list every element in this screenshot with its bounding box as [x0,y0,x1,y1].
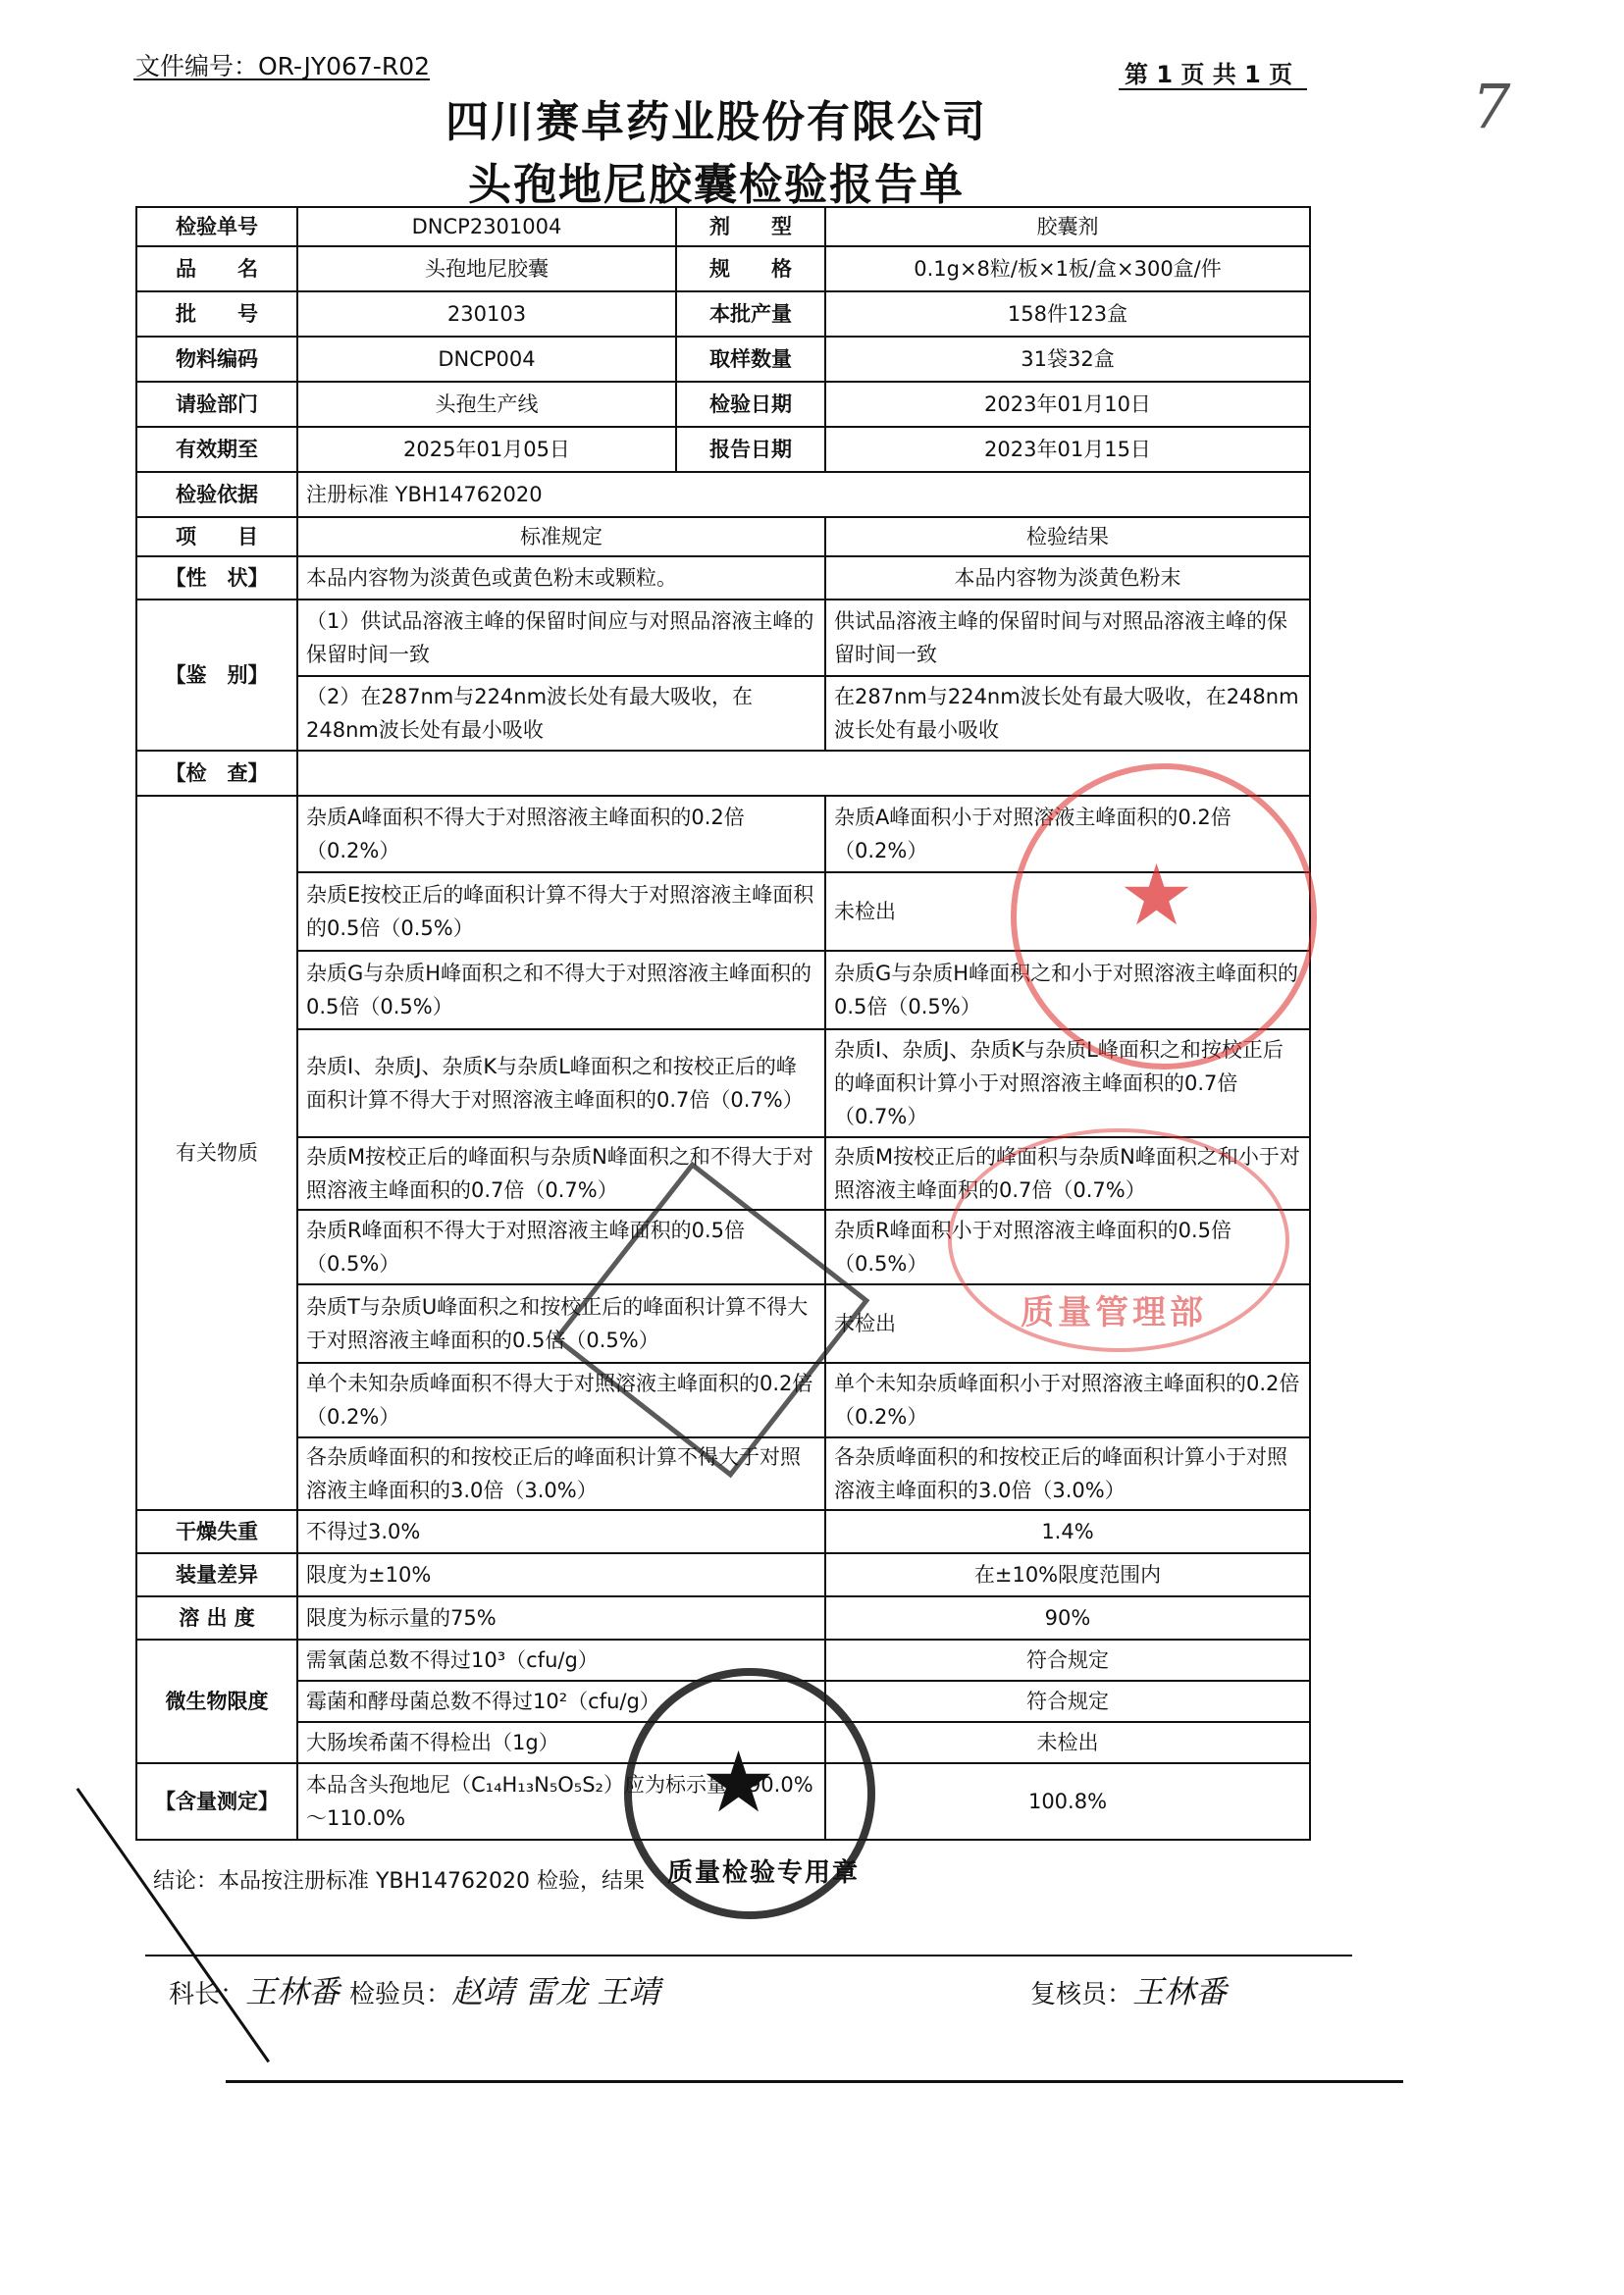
reviewer-name: 王林番 [1132,1973,1228,2010]
table-row [136,337,1310,382]
microbial-result: 符合规定 [825,1640,1310,1681]
dosage-value: 胶囊剂 [825,207,1310,246]
drying-standard: 不得过3.0% [297,1510,825,1553]
microbial-label: 微生物限度 [136,1640,297,1763]
inspector-names: 赵靖 雷龙 王靖 [451,1973,660,2010]
inspection-label: 【检 查】 [136,751,297,796]
black-star-icon: ★ [701,1734,777,1832]
microbial-result: 未检出 [825,1722,1310,1763]
table-row [136,291,1310,337]
related-result: 杂质A峰面积小于对照溶液主峰面积的0.2倍（0.2%） [825,796,1310,872]
table-row [136,382,1310,427]
table-row [136,1029,1310,1137]
signature-divider [145,1955,1352,1956]
reviewer-label: 复核员： [1030,1980,1133,2009]
fill-variation-result: 在±10%限度范围内 [825,1553,1310,1596]
related-standard: 杂质R峰面积不得大于对照溶液主峰面积的0.5倍（0.5%） [297,1210,825,1284]
expiry-label: 有效期至 [136,427,297,472]
assay-label: 【含量测定】 [136,1763,297,1840]
table-row [136,751,1310,796]
drying-result: 1.4% [825,1510,1310,1553]
inspection-seal-text: 质量检验专用章 [667,1858,861,1888]
dissolution-label: 溶 出 度 [136,1596,297,1640]
microbial-standard: 大肠埃希菌不得检出（1g） [297,1722,825,1763]
conclusion-text: 结论：本品按注册标准 YBH14762020 检验，结果 [153,1869,646,1894]
table-row [136,1553,1310,1596]
related-substances-label: 有关物质 [136,796,297,1510]
column-header-standard: 标准规定 [297,517,825,556]
related-result: 单个未知杂质峰面积小于对照溶液主峰面积的0.2倍（0.2%） [825,1363,1310,1437]
related-result: 杂质R峰面积小于对照溶液主峰面积的0.5倍（0.5%） [825,1210,1310,1284]
report-title: 头孢地尼胶囊检验报告单 [468,160,965,210]
product-value: 头孢地尼胶囊 [297,246,676,291]
dept-label: 请验部门 [136,382,297,427]
identification-standard: （1）供试品溶液主峰的保留时间应与对照品溶液主峰的保留时间一致 [297,600,825,676]
report-date-value: 2023年01月15日 [825,427,1310,472]
table-row [136,600,1310,676]
table-row [136,246,1310,291]
inspection-no-value: DNCP2301004 [297,207,676,246]
bottom-border-line [226,2080,1403,2083]
inspector-label: 检验员： [349,1980,452,2009]
identification-result: 在287nm与224nm波长处有最大吸收，在248nm波长处有最小吸收 [825,676,1310,751]
related-standard: 杂质E按校正后的峰面积计算不得大于对照溶液主峰面积的0.5倍（0.5%） [297,872,825,951]
character-standard: 本品内容物为淡黄色或黄色粉末或颗粒。 [297,556,825,600]
related-standard: 杂质T与杂质U峰面积之和按校正后的峰面积计算不得大于对照溶液主峰面积的0.5倍（0.5%） [297,1284,825,1363]
material-value: DNCP004 [297,337,676,382]
sample-value: 31袋32盒 [825,337,1310,382]
dept-value: 头孢生产线 [297,382,676,427]
material-label: 物料编码 [136,337,297,382]
product-label: 品 名 [136,246,297,291]
inspection-empty-cell [297,751,1310,796]
dosage-label: 剂 型 [676,207,825,246]
assay-standard: 本品含头孢地尼（C₁₄H₁₃N₅O₅S₂）应为标示量的90.0%～110.0% [297,1763,825,1840]
table-row [136,1640,1310,1681]
identification-standard: （2）在287nm与224nm波长处有最大吸收，在248nm波长处有最小吸收 [297,676,825,751]
inspection-no-label: 检验单号 [136,207,297,246]
column-header-item: 项 目 [136,517,297,556]
sample-label: 取样数量 [676,337,825,382]
page-number: 第 1 页 共 1 页 [1125,61,1293,88]
red-star-icon: ★ [1119,847,1195,945]
related-result: 杂质I、杂质J、杂质K与杂质L峰面积之和按校正后的峰面积计算小于对照溶液主峰面积的0.7倍（0.7%） [825,1029,1310,1137]
test-date-value: 2023年01月10日 [825,382,1310,427]
table-row [136,1681,1310,1722]
related-result: 各杂质峰面积的和按校正后的峰面积计算小于对照溶液主峰面积的3.0倍（3.0%） [825,1437,1310,1510]
assay-result: 100.8% [825,1763,1310,1840]
fill-variation-label: 装量差异 [136,1553,297,1596]
column-header-result: 检验结果 [825,517,1310,556]
character-result: 本品内容物为淡黄色粉末 [825,556,1310,600]
basis-value: 注册标准 YBH14762020 [297,472,1310,517]
related-standard: 杂质M按校正后的峰面积与杂质N峰面积之和不得大于对照溶液主峰面积的0.7倍（0.7%） [297,1137,825,1210]
chief-label: 科长： [169,1980,246,2009]
fill-variation-standard: 限度为±10% [297,1553,825,1596]
expiry-value: 2025年01月05日 [297,427,676,472]
microbial-standard: 霉菌和酵母菌总数不得过10²（cfu/g） [297,1681,825,1722]
batch-label: 批 号 [136,291,297,337]
handwritten-mark: 7 [1472,71,1511,142]
spec-value: 0.1g×8粒/板×1板/盒×300盒/件 [825,246,1310,291]
table-row [136,1596,1310,1640]
output-label: 本批产量 [676,291,825,337]
related-result: 杂质G与杂质H峰面积之和小于对照溶液主峰面积的0.5倍（0.5%） [825,951,1310,1029]
basis-label: 检验依据 [136,472,297,517]
related-standard: 杂质A峰面积不得大于对照溶液主峰面积的0.2倍（0.2%） [297,796,825,872]
company-name: 四川赛卓药业股份有限公司 [445,97,987,147]
table-row [136,556,1310,600]
related-result: 未检出 [825,872,1310,951]
microbial-standard: 需氧菌总数不得过10³（cfu/g） [297,1640,825,1681]
quality-dept-seal-text: 质量管理部 [1021,1293,1207,1332]
related-standard: 各杂质峰面积的和按校正后的峰面积计算不得大于对照溶液主峰面积的3.0倍（3.0%） [297,1437,825,1510]
character-label: 【性 状】 [136,556,297,600]
microbial-result: 符合规定 [825,1681,1310,1722]
table-row [136,427,1310,472]
inspector-signature [349,1967,659,2012]
table-row [136,676,1310,751]
related-standard: 杂质I、杂质J、杂质K与杂质L峰面积之和按校正后的峰面积计算不得大于对照溶液主峰面积的0.7倍（0.7%） [297,1029,825,1137]
dissolution-result: 90% [825,1596,1310,1640]
drying-label: 干燥失重 [136,1510,297,1553]
table-row [136,207,1310,246]
dissolution-standard: 限度为标示量的75% [297,1596,825,1640]
document-number: 文件编号：OR-JY067-R02 [135,52,431,80]
chief-signature [169,1967,340,2012]
identification-label: 【鉴 别】 [136,600,297,751]
report-date-label: 报告日期 [676,427,825,472]
spec-label: 规 格 [676,246,825,291]
reviewer-signature [1030,1967,1227,2012]
inspection-report-table [135,206,1311,1841]
table-header-row [136,517,1310,556]
table-row [136,472,1310,517]
batch-value: 230103 [297,291,676,337]
chief-name: 王林番 [245,1973,341,2010]
related-standard: 单个未知杂质峰面积不得大于对照溶液主峰面积的0.2倍（0.2%） [297,1363,825,1437]
output-value: 158件123盒 [825,291,1310,337]
identification-result: 供试品溶液主峰的保留时间与对照品溶液主峰的保留时间一致 [825,600,1310,676]
table-row [136,951,1310,1029]
table-row [136,1510,1310,1553]
test-date-label: 检验日期 [676,382,825,427]
related-result: 未检出 [825,1284,1310,1363]
related-result: 杂质M按校正后的峰面积与杂质N峰面积之和小于对照溶液主峰面积的0.7倍（0.7%） [825,1137,1310,1210]
related-standard: 杂质G与杂质H峰面积之和不得大于对照溶液主峰面积的0.5倍（0.5%） [297,951,825,1029]
document-number-underline [133,78,430,80]
